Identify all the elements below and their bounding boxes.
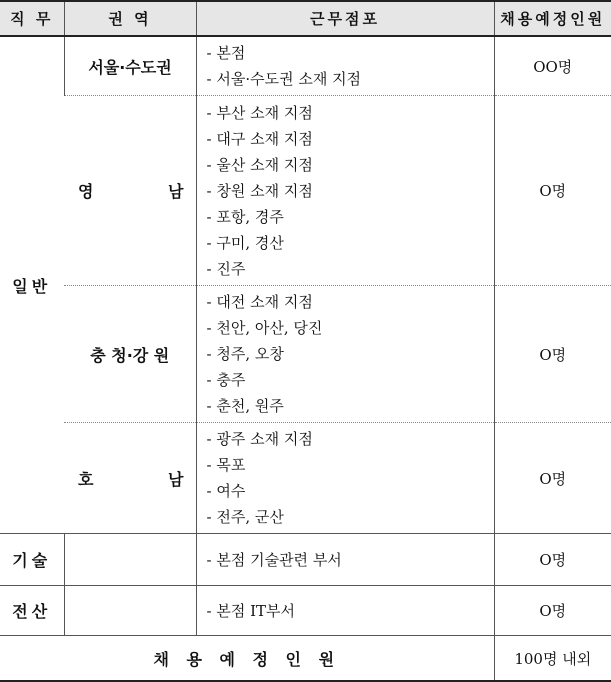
site-it: - 본점 IT부서 (196, 586, 494, 636)
job-general: 일반 (0, 36, 64, 534)
site-item: - 충주 (206, 371, 246, 389)
region-honam (64, 423, 196, 534)
sites-chungcheong (196, 286, 494, 423)
row-chungcheong (0, 286, 611, 423)
site-item: - 천안, 아산, 당진 (206, 319, 323, 337)
count-seoul: OO명 (494, 36, 611, 96)
site-item: - 여수 (206, 482, 246, 500)
region-yeongnam (64, 96, 196, 286)
region-chungcheong: 충 청·강 원 (64, 286, 196, 423)
site-item: - 창원 소재 지점 (206, 181, 313, 200)
row-tech (0, 534, 611, 586)
count-chungcheong: O명 (494, 286, 611, 423)
region-honam-left: 호 (78, 469, 94, 489)
count-it: O명 (494, 586, 611, 636)
site-item: - 진주 (206, 259, 246, 278)
header-location: 근무점포 (196, 1, 494, 36)
count-yeongnam: O명 (494, 96, 611, 286)
job-tech: 기술 (0, 534, 64, 586)
region-seoul: 서울·수도권 (64, 36, 196, 96)
site-item: - 본점 (206, 44, 246, 62)
row-honam (0, 423, 611, 534)
region-tech (64, 534, 196, 586)
site-tech: - 본점 기술관련 부서 (196, 534, 494, 586)
site-item: - 전주, 군산 (206, 508, 284, 526)
region-it (64, 586, 196, 636)
site-item: - 구미, 경산 (206, 233, 284, 252)
header-count: 채용예정인원 (494, 1, 611, 36)
header-row (0, 1, 611, 36)
site-item: - 대전 소재 지점 (206, 293, 313, 311)
row-seoul (0, 36, 611, 96)
total-count: 100명 내외 (494, 636, 611, 682)
header-region: 권 역 (64, 1, 196, 36)
header-job: 직 무 (0, 1, 64, 36)
job-it: 전산 (0, 586, 64, 636)
site-item: - 청주, 오창 (206, 345, 284, 363)
count-tech: O명 (494, 534, 611, 586)
site-item: - 포항, 경주 (206, 207, 284, 226)
site-item: - 대구 소재 지점 (206, 129, 313, 148)
row-total (0, 636, 611, 682)
region-honam-right: 남 (168, 469, 184, 489)
row-yeongnam (0, 96, 611, 286)
sites-seoul (196, 36, 494, 96)
site-item: - 울산 소재 지점 (206, 155, 313, 174)
total-label: 채 용 예 정 인 원 (0, 636, 494, 682)
site-item: - 부산 소재 지점 (206, 103, 313, 122)
region-yeongnam-right: 남 (168, 182, 184, 201)
region-yeongnam-left: 영 (78, 182, 94, 201)
site-item: - 춘천, 원주 (206, 397, 284, 415)
site-item: - 서울·수도권 소재 지점 (206, 70, 362, 88)
sites-yeongnam (196, 96, 494, 286)
site-item: - 광주 소재 지점 (206, 430, 313, 448)
sites-honam (196, 423, 494, 534)
row-it (0, 586, 611, 636)
count-honam: O명 (494, 423, 611, 534)
site-item: - 목포 (206, 456, 246, 474)
